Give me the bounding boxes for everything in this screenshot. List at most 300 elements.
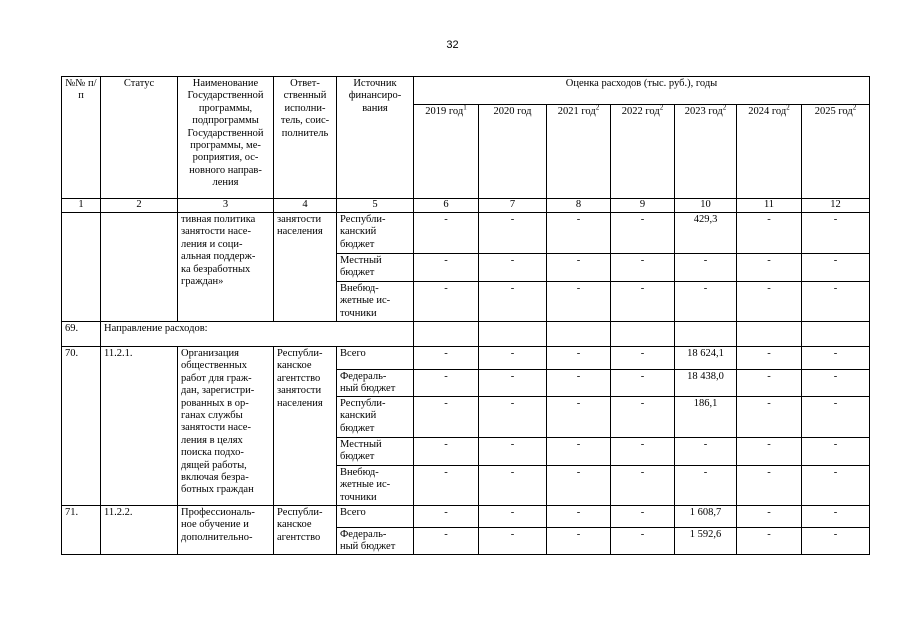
cost-value xyxy=(675,282,737,322)
text-line: ганах службы xyxy=(181,410,243,422)
cost-value xyxy=(479,438,547,466)
text-line: финансиро- xyxy=(348,90,402,102)
cell-text: - xyxy=(640,371,645,382)
row-number xyxy=(62,213,101,322)
cell-text: - xyxy=(444,529,448,540)
column-number xyxy=(547,199,611,213)
column-number xyxy=(337,199,414,213)
cell-text: - xyxy=(767,398,771,409)
text-line: общественных xyxy=(181,360,247,372)
text-line: ления в целях xyxy=(181,434,243,446)
cost-value xyxy=(479,347,547,370)
cost-value xyxy=(547,347,611,370)
cell-text: - xyxy=(576,467,581,478)
cell-text: - xyxy=(767,371,771,382)
text-line: включая безра- xyxy=(181,472,249,484)
text-line: дан, зарегистри- xyxy=(181,385,255,397)
cost-value xyxy=(547,438,611,466)
cost-value xyxy=(547,466,611,506)
cost-value xyxy=(547,282,611,322)
header-year xyxy=(414,105,479,199)
cost-value xyxy=(737,370,802,397)
cell-text: 186,1 xyxy=(693,398,718,409)
cost-value xyxy=(802,282,870,322)
funding-source xyxy=(337,282,414,322)
text-line: точники xyxy=(340,307,377,319)
cost-value xyxy=(479,506,547,528)
cost-value xyxy=(414,466,479,506)
cost-value xyxy=(675,528,737,555)
table-row xyxy=(62,506,870,528)
row-number xyxy=(62,347,101,506)
cell-text: - xyxy=(510,283,515,294)
cell-text: 12 xyxy=(830,199,841,210)
cost-value xyxy=(802,370,870,397)
cell-text: - xyxy=(833,398,838,409)
text-line: рованных в ор- xyxy=(181,397,249,409)
cell-text: - xyxy=(767,255,771,266)
cell-text: 1 608,7 xyxy=(689,507,722,518)
cell-text: Статус xyxy=(123,78,155,89)
cost-value xyxy=(802,213,870,254)
cell-text: - xyxy=(510,255,515,266)
cell-text: 1 xyxy=(78,199,84,210)
text-line: Наименование xyxy=(192,78,259,89)
text-line: дополнительно- xyxy=(181,531,253,543)
cost-value xyxy=(737,528,802,555)
cost-value xyxy=(414,282,479,322)
text-line: канский xyxy=(340,410,377,422)
text-line: подпрограммы xyxy=(192,115,259,127)
cell-text: 2 xyxy=(136,199,142,210)
cost-value xyxy=(675,506,737,528)
cell-text: - xyxy=(576,439,581,450)
footnote-marker: 2 xyxy=(786,104,790,112)
cell-text: - xyxy=(640,467,645,478)
cost-value xyxy=(611,397,675,438)
text-line: Профессиональ- xyxy=(181,507,255,518)
cell-text: 2024 год xyxy=(748,106,787,117)
cost-value xyxy=(479,466,547,506)
cell-text: 11 xyxy=(763,199,775,210)
cell-text: - xyxy=(640,529,645,540)
cell-text: - xyxy=(444,507,448,518)
cell-text: - xyxy=(703,439,708,450)
text-line: Ответ- xyxy=(290,78,320,89)
table-row xyxy=(62,213,870,254)
text-line: Республи- xyxy=(340,214,386,225)
cell-text: - xyxy=(510,214,515,225)
text-line: исполни- xyxy=(284,102,326,114)
text-line: Федераль- xyxy=(340,529,387,540)
text-line: бюджет xyxy=(340,238,375,250)
cost-value xyxy=(802,438,870,466)
footnote-marker: 2 xyxy=(595,104,600,112)
cell-text: - xyxy=(444,398,448,409)
cell-text: 2025 год xyxy=(814,106,853,117)
text-line: жетные ис- xyxy=(340,295,391,307)
cost-value xyxy=(611,528,675,555)
cell-text: - xyxy=(767,467,771,478)
funding-source xyxy=(337,347,414,370)
cost-value xyxy=(737,347,802,370)
cell-text: - xyxy=(703,283,708,294)
cell-text: - xyxy=(833,529,838,540)
column-number xyxy=(101,199,178,213)
text-line: ления и соци- xyxy=(181,238,243,250)
cell-text: - xyxy=(833,348,838,359)
header-year xyxy=(675,105,737,199)
cell-text: - xyxy=(510,439,515,450)
status-code xyxy=(101,506,178,555)
cell-text: 10 xyxy=(700,199,711,210)
cell-text: - xyxy=(510,398,515,409)
cost-value xyxy=(414,438,479,466)
header-source xyxy=(337,77,414,199)
footnote-marker: 2 xyxy=(659,104,664,112)
cell-text: - xyxy=(576,283,581,294)
cell-text: - xyxy=(510,529,515,540)
text-line: программы, ме- xyxy=(190,140,261,152)
text-line: агентство xyxy=(277,531,321,543)
cell-text: 4 xyxy=(302,199,308,210)
cell-text: Оценка расходов (тыс. руб.), годы xyxy=(565,78,718,89)
cell-text: 2022 год xyxy=(621,106,660,117)
cost-value xyxy=(547,528,611,555)
header-num xyxy=(62,77,101,199)
cost-value xyxy=(737,438,802,466)
cell-text: - xyxy=(767,529,771,540)
text-line: занятости xyxy=(277,214,322,225)
cell-text: - xyxy=(703,255,708,266)
cell-text: 5 xyxy=(372,199,378,210)
cell-text: - xyxy=(576,507,581,518)
header-year xyxy=(611,105,675,199)
table-row xyxy=(62,77,870,105)
cost-value xyxy=(675,347,737,370)
cost-value xyxy=(675,370,737,397)
text-line: дящей работы, xyxy=(181,459,247,471)
cost-value xyxy=(414,397,479,438)
cell-text: 9 xyxy=(639,199,646,210)
funding-source xyxy=(337,528,414,555)
cell-text: - xyxy=(833,255,838,266)
text-line: занятости насе- xyxy=(181,422,251,434)
cell-text: 2023 год xyxy=(684,106,723,117)
cost-value xyxy=(479,370,547,397)
text-line: Местный xyxy=(340,439,382,450)
text-line: ка безработных xyxy=(181,263,251,275)
cost-value xyxy=(802,466,870,506)
cell-text: 1 592,6 xyxy=(689,529,722,540)
footnote-marker: 2 xyxy=(722,104,727,112)
cost-value xyxy=(802,347,870,370)
cell-text: 18 438,0 xyxy=(687,371,724,382)
cell-text: 2020 год xyxy=(493,106,532,117)
cell-text: - xyxy=(767,439,771,450)
column-number xyxy=(611,199,675,213)
text-line: программы, xyxy=(198,102,253,114)
cell-text: - xyxy=(640,283,645,294)
text-line: занятости xyxy=(277,385,322,397)
cost-value xyxy=(414,528,479,555)
text-line: поиска подхо- xyxy=(181,447,244,459)
cell-text: - xyxy=(444,283,448,294)
cost-value xyxy=(547,213,611,254)
footnote-marker: 2 xyxy=(852,104,857,112)
column-number xyxy=(675,199,737,213)
text-line: Всего xyxy=(340,348,366,359)
cell-text: 6 xyxy=(443,199,449,210)
header-name xyxy=(178,77,274,199)
section-title xyxy=(101,322,414,347)
row-number xyxy=(62,322,101,347)
cell-text: - xyxy=(444,439,448,450)
cell-text: - xyxy=(767,283,771,294)
cell-text: - xyxy=(833,283,838,294)
responsible-executor xyxy=(274,347,337,506)
cost-value xyxy=(737,282,802,322)
table-row xyxy=(62,322,870,347)
funding-source xyxy=(337,397,414,438)
text-line: агентство xyxy=(277,372,321,384)
column-number xyxy=(737,199,802,213)
text-line: вания xyxy=(362,102,388,114)
cost-value xyxy=(802,254,870,282)
cost-value xyxy=(414,213,479,254)
column-number xyxy=(802,199,870,213)
cell-text: 11.2.2. xyxy=(104,507,133,518)
cell-text: 18 624,1 xyxy=(687,348,724,359)
column-number xyxy=(178,199,274,213)
empty-cell xyxy=(414,322,479,347)
cost-value xyxy=(611,282,675,322)
cell-text: - xyxy=(833,214,838,225)
cost-value xyxy=(479,528,547,555)
cell-text: - xyxy=(576,398,581,409)
text-line: бюджет xyxy=(340,267,375,279)
cell-text: - xyxy=(767,348,771,359)
text-line: жетные ис- xyxy=(340,479,391,491)
cost-value xyxy=(802,528,870,555)
cell-text: 71. xyxy=(65,507,79,518)
cell-text: - xyxy=(767,507,771,518)
cost-value xyxy=(611,347,675,370)
text-line: Государственной xyxy=(187,90,264,102)
text-line: точники xyxy=(340,491,377,503)
cell-text: 8 xyxy=(575,199,582,210)
column-number xyxy=(62,199,101,213)
cell-text: - xyxy=(640,398,645,409)
cell-text: - xyxy=(833,371,838,382)
cell-text: 2021 год xyxy=(557,106,596,117)
text-line: бюджет xyxy=(340,451,375,463)
cell-text: - xyxy=(640,255,645,266)
cost-value xyxy=(479,213,547,254)
cost-value xyxy=(547,370,611,397)
table-row xyxy=(62,199,870,213)
cell-text: - xyxy=(576,255,581,266)
cell-text: - xyxy=(640,348,645,359)
responsible-executor xyxy=(274,213,337,322)
cost-value xyxy=(547,397,611,438)
cell-text: - xyxy=(703,467,708,478)
cost-value xyxy=(547,506,611,528)
table-row xyxy=(62,347,870,370)
cost-value xyxy=(414,506,479,528)
text-line: тивная политика xyxy=(181,214,256,225)
text-line: Всего xyxy=(340,507,366,518)
cell-text: 429,3 xyxy=(693,214,718,225)
empty-cell xyxy=(675,322,737,347)
cell-text: Направление расходов: xyxy=(104,323,208,334)
expenditure-table xyxy=(61,76,870,555)
text-line: Внебюд- xyxy=(340,467,379,478)
cost-value xyxy=(611,506,675,528)
row-number xyxy=(62,506,101,555)
header-responsible xyxy=(274,77,337,199)
funding-source xyxy=(337,506,414,528)
cell-text: - xyxy=(510,467,515,478)
cell-text: - xyxy=(576,348,581,359)
footnote-marker: 1 xyxy=(463,104,467,112)
text-line: Федераль- xyxy=(340,371,387,382)
measure-name xyxy=(178,347,274,506)
funding-source xyxy=(337,254,414,282)
text-line: населения xyxy=(277,397,323,409)
measure-name xyxy=(178,213,274,322)
cost-value xyxy=(479,282,547,322)
cell-text: - xyxy=(767,214,771,225)
text-line: ботных граждан xyxy=(181,484,254,496)
cell-text: - xyxy=(640,214,645,225)
cell-text: 7 xyxy=(509,199,516,210)
header-year xyxy=(737,105,802,199)
cost-value xyxy=(611,213,675,254)
funding-source xyxy=(337,466,414,506)
cost-value xyxy=(414,254,479,282)
empty-cell xyxy=(547,322,611,347)
cell-text: - xyxy=(576,371,581,382)
header-year xyxy=(802,105,870,199)
text-line: новного направ- xyxy=(189,164,262,176)
cell-text: - xyxy=(640,439,645,450)
cost-value xyxy=(611,370,675,397)
empty-cell xyxy=(611,322,675,347)
status-code xyxy=(101,213,178,322)
cost-value xyxy=(479,397,547,438)
cost-value xyxy=(479,254,547,282)
text-line: занятости насе- xyxy=(181,226,251,238)
column-number xyxy=(274,199,337,213)
cell-text: - xyxy=(444,214,448,225)
text-line: Государственной xyxy=(187,127,264,139)
text-line: тель, соис- xyxy=(280,115,330,127)
cell-text: №№ п/п xyxy=(65,78,97,102)
cell-text: - xyxy=(640,507,645,518)
empty-cell xyxy=(737,322,802,347)
cell-text: 3 xyxy=(222,199,229,210)
page-number: 32 xyxy=(446,39,459,51)
cost-value xyxy=(737,397,802,438)
cell-text: - xyxy=(510,348,515,359)
cost-value xyxy=(414,347,479,370)
cell-text: - xyxy=(833,467,838,478)
text-line: населения xyxy=(277,226,323,238)
cell-text: - xyxy=(576,529,581,540)
column-number xyxy=(414,199,479,213)
text-line: ное обучение и xyxy=(181,519,249,531)
text-line: канский xyxy=(340,226,377,238)
text-line: бюджет xyxy=(340,422,375,434)
cost-value xyxy=(737,254,802,282)
cost-value xyxy=(675,466,737,506)
cell-text: - xyxy=(833,507,838,518)
cost-value xyxy=(611,254,675,282)
funding-source xyxy=(337,370,414,397)
cost-value xyxy=(547,254,611,282)
cost-value xyxy=(802,506,870,528)
text-line: Внебюд- xyxy=(340,283,379,294)
cell-text: 11.2.1. xyxy=(104,348,133,359)
text-line: Источник xyxy=(353,78,397,89)
text-line: роприятия, ос- xyxy=(192,152,259,164)
cell-text: 2019 год xyxy=(425,106,464,117)
cell-text: - xyxy=(444,255,448,266)
funding-source xyxy=(337,438,414,466)
funding-source xyxy=(337,213,414,254)
cell-text: 69. xyxy=(65,323,79,334)
header-status xyxy=(101,77,178,199)
text-line: канское xyxy=(277,519,312,531)
text-line: граждан» xyxy=(181,276,224,288)
cost-value xyxy=(675,438,737,466)
cell-text: - xyxy=(444,467,448,478)
text-line: альная поддерж- xyxy=(181,251,256,263)
text-line: канское xyxy=(277,360,312,372)
cell-text: - xyxy=(833,439,838,450)
cost-value xyxy=(675,397,737,438)
cost-value xyxy=(675,213,737,254)
text-line: Республи- xyxy=(340,398,386,409)
text-line: Организация xyxy=(181,348,239,359)
responsible-executor xyxy=(274,506,337,555)
cost-value xyxy=(737,466,802,506)
text-line: работ для граж- xyxy=(181,372,252,384)
status-code xyxy=(101,347,178,506)
cost-value xyxy=(611,466,675,506)
cost-value xyxy=(737,213,802,254)
header-costs xyxy=(414,77,870,105)
empty-cell xyxy=(479,322,547,347)
header-year xyxy=(547,105,611,199)
measure-name xyxy=(178,506,274,555)
text-line: ственный xyxy=(283,90,327,102)
cost-value xyxy=(611,438,675,466)
cell-text: 70. xyxy=(65,348,79,359)
cell-text: - xyxy=(444,348,448,359)
text-line: Республи- xyxy=(277,348,323,359)
text-line: ления xyxy=(212,177,239,189)
cost-value xyxy=(675,254,737,282)
cell-text: - xyxy=(444,371,448,382)
cell-text: - xyxy=(510,371,515,382)
text-line: ный бюджет xyxy=(340,383,396,395)
text-line: Республи- xyxy=(277,507,323,518)
column-number xyxy=(479,199,547,213)
empty-cell xyxy=(802,322,870,347)
cost-value xyxy=(737,506,802,528)
